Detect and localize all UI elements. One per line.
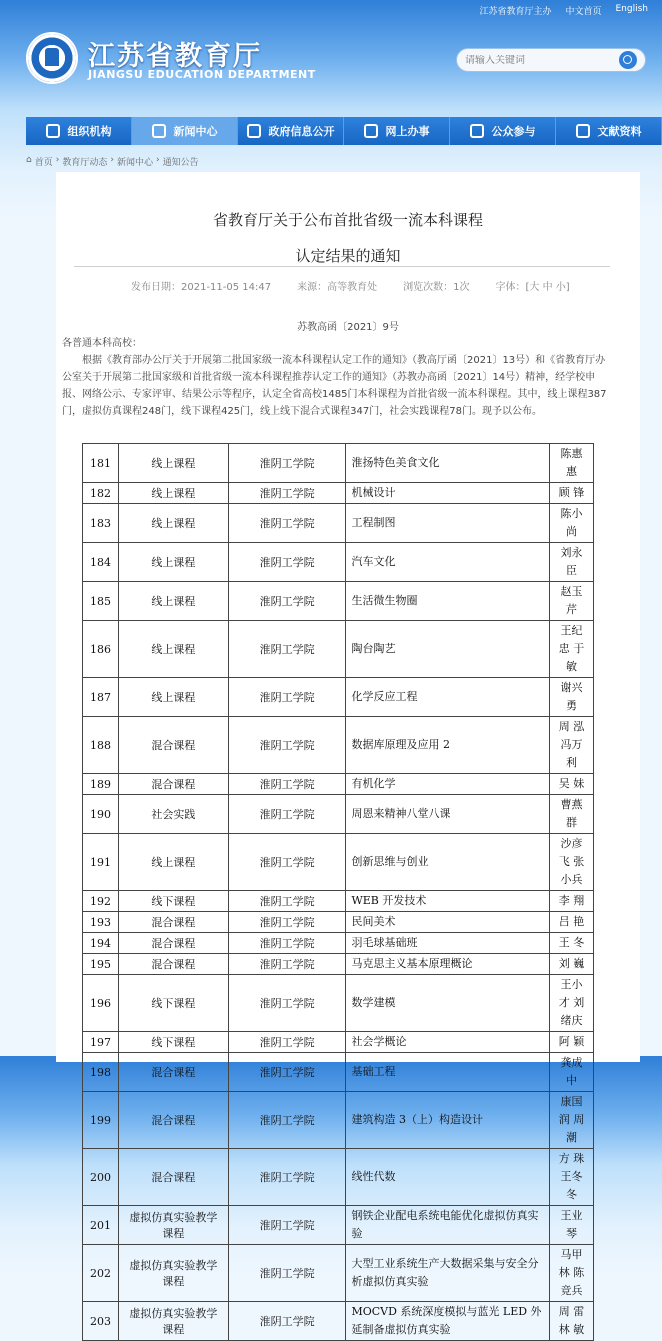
course-name: 大型工业系统生产大数据采集与安全分析虚拟仿真实验: [346, 1245, 550, 1302]
course-leader: 方 珠 王冬冬: [550, 1149, 594, 1206]
course-leader: 康国润 周 潮: [550, 1092, 594, 1149]
article-source: 来源：高等教育处: [297, 282, 378, 293]
font-size-control[interactable]: 字体：[大 中 小]: [495, 282, 570, 293]
breadcrumb: ⌂ 首页 › 教育厅动态 › 新闻中心 › 通知公告: [26, 155, 199, 168]
table-row: [83, 483, 594, 504]
course-type: 线上课程: [118, 444, 228, 483]
article-title: 省教育厅关于公布首批省级一流本科课程 认定结果的通知: [212, 211, 483, 265]
table-row: [83, 954, 594, 975]
school: 淮阴工学院: [228, 795, 346, 834]
table-row: [83, 582, 594, 621]
course-name: 社会学概论: [346, 1032, 550, 1053]
course-leader: 吕 艳: [550, 912, 594, 933]
row-number: 187: [83, 678, 119, 717]
table-row: [83, 678, 594, 717]
school: 淮阴工学院: [228, 582, 346, 621]
org-chart-icon: [46, 124, 60, 138]
breadcrumb-news[interactable]: 新闻中心: [116, 158, 153, 168]
table-row: [83, 1092, 594, 1149]
view-count: 浏览次数：1次: [403, 282, 470, 293]
course-name: 建筑构造 3（上）构造设计: [346, 1092, 550, 1149]
info-disclosure-icon: [247, 124, 261, 138]
table-row: [83, 717, 594, 774]
course-type: 线上课程: [118, 834, 228, 891]
publish-date: 发布日期：2021-11-05 14:47: [131, 282, 272, 293]
course-type: 虚拟仿真实验教学课程: [118, 1302, 228, 1341]
table-row: [83, 504, 594, 543]
table-row: [83, 1149, 594, 1206]
course-name: 民间美术: [346, 912, 550, 933]
breadcrumb-dynamics[interactable]: 教育厅动态: [62, 158, 108, 168]
course-type: 虚拟仿真实验教学课程: [118, 1245, 228, 1302]
school: 淮阴工学院: [228, 1245, 346, 1302]
table-row: [83, 975, 594, 1032]
school: 淮阴工学院: [228, 621, 346, 678]
school: 淮阴工学院: [228, 1206, 346, 1245]
nav-online[interactable]: [344, 117, 450, 145]
course-type: 混合课程: [118, 912, 228, 933]
course-name: 周恩来精神八堂八课: [346, 795, 550, 834]
nav-label: 组织机构: [67, 125, 112, 138]
nav-news[interactable]: [132, 117, 238, 145]
course-name: 淮扬特色美食文化: [346, 444, 550, 483]
course-name: 羽毛球基础班: [346, 933, 550, 954]
table-row: [83, 933, 594, 954]
row-number: 203: [83, 1302, 119, 1341]
newspaper-icon: [152, 124, 166, 138]
school: 淮阴工学院: [228, 1149, 346, 1206]
table-row: [83, 834, 594, 891]
course-name: 有机化学: [346, 774, 550, 795]
document-number: 苏教高函〔2021〕9号: [297, 322, 399, 333]
row-number: 188: [83, 717, 119, 774]
course-name: 化学反应工程: [346, 678, 550, 717]
course-type: 线下课程: [118, 1032, 228, 1053]
table-row: [83, 1302, 594, 1341]
course-name: 数学建模: [346, 975, 550, 1032]
school: 淮阴工学院: [228, 975, 346, 1032]
site-logo[interactable]: [26, 32, 78, 84]
row-number: 201: [83, 1206, 119, 1245]
course-leader: 顾 锋: [550, 483, 594, 504]
table-row: [83, 1245, 594, 1302]
table-row: [83, 1053, 594, 1092]
course-leader: 王纪忠 于 敏: [550, 621, 594, 678]
course-leader: 周 雷 林 敏: [550, 1302, 594, 1341]
school: 淮阴工学院: [228, 1032, 346, 1053]
course-leader: 吴 妹: [550, 774, 594, 795]
course-type: 混合课程: [118, 1053, 228, 1092]
course-type: 社会实践: [118, 795, 228, 834]
course-type: 虚拟仿真实验教学课程: [118, 1206, 228, 1245]
row-number: 181: [83, 444, 119, 483]
course-type: 线上课程: [118, 543, 228, 582]
course-type: 混合课程: [118, 1092, 228, 1149]
course-leader: 阿 颖: [550, 1032, 594, 1053]
breadcrumb-notice[interactable]: 通知公告: [162, 158, 199, 168]
course-leader: 王 冬: [550, 933, 594, 954]
course-leader: 沙彦飞 张小兵: [550, 834, 594, 891]
article-meta: [131, 278, 570, 293]
course-name: 数据库原理及应用 2: [346, 717, 550, 774]
top-links: [479, 4, 648, 18]
course-name: 工程制图: [346, 504, 550, 543]
course-name: 陶台陶艺: [346, 621, 550, 678]
table-row: [83, 621, 594, 678]
course-type: 混合课程: [118, 1149, 228, 1206]
course-leader: 赵玉芹: [550, 582, 594, 621]
row-number: 200: [83, 1149, 119, 1206]
row-number: 196: [83, 975, 119, 1032]
course-type: 混合课程: [118, 954, 228, 975]
course-type: 线上课程: [118, 582, 228, 621]
school: 淮阴工学院: [228, 1302, 346, 1341]
nav-gov-info[interactable]: [238, 117, 344, 145]
article-card: [56, 172, 640, 1336]
course-type: 线上课程: [118, 621, 228, 678]
school: 淮阴工学院: [228, 1092, 346, 1149]
course-name: 钢铁企业配电系统电能优化虚拟仿真实验: [346, 1206, 550, 1245]
row-number: 184: [83, 543, 119, 582]
row-number: 185: [83, 582, 119, 621]
course-name: WEB 开发技术: [346, 891, 550, 912]
row-number: 193: [83, 912, 119, 933]
row-number: 189: [83, 774, 119, 795]
course-leader: 周 泓 冯万利: [550, 717, 594, 774]
course-type: 线上课程: [118, 504, 228, 543]
emblem-icon: [45, 48, 59, 66]
school: 淮阴工学院: [228, 954, 346, 975]
top-link-home[interactable]: 中文首页: [565, 7, 602, 17]
nav-org[interactable]: [26, 117, 132, 145]
nav-label: 网上办事: [385, 125, 430, 138]
search-input[interactable]: [465, 55, 619, 66]
course-name: 线性代数: [346, 1149, 550, 1206]
table-row: [83, 912, 594, 933]
school: 淮阴工学院: [228, 834, 346, 891]
top-link-host[interactable]: 江苏省教育厅主办: [479, 7, 552, 17]
site-title: 江苏省教育厅: [88, 41, 262, 72]
course-leader: 李 翔: [550, 891, 594, 912]
school: 淮阴工学院: [228, 543, 346, 582]
row-number: 194: [83, 933, 119, 954]
table-row: [83, 1032, 594, 1053]
search-icon[interactable]: [619, 51, 637, 69]
course-type: 线上课程: [118, 678, 228, 717]
row-number: 182: [83, 483, 119, 504]
school: 淮阴工学院: [228, 504, 346, 543]
row-number: 190: [83, 795, 119, 834]
course-table: [82, 443, 594, 1341]
school: 淮阴工学院: [228, 1053, 346, 1092]
row-number: 191: [83, 834, 119, 891]
row-number: 192: [83, 891, 119, 912]
row-number: 202: [83, 1245, 119, 1302]
nav-label: 公众参与: [491, 125, 536, 138]
table-row: [83, 444, 594, 483]
row-number: 199: [83, 1092, 119, 1149]
row-number: 195: [83, 954, 119, 975]
table-row: [83, 543, 594, 582]
course-name: 生活微生物圈: [346, 582, 550, 621]
row-number: 197: [83, 1032, 119, 1053]
course-type: 混合课程: [118, 774, 228, 795]
course-name: MOCVD 系统深度模拟与蓝光 LED 外延制备虚拟仿真实验: [346, 1302, 550, 1341]
breadcrumb-home[interactable]: 首页: [34, 158, 53, 168]
table-row: [83, 795, 594, 834]
school: 淮阴工学院: [228, 483, 346, 504]
divider: [74, 266, 610, 267]
course-leader: 刘 巍: [550, 954, 594, 975]
course-name: 基础工程: [346, 1053, 550, 1092]
course-name: 汽车文化: [346, 543, 550, 582]
course-type: 线下课程: [118, 975, 228, 1032]
salutation: 各普通本科高校：: [62, 338, 142, 349]
school: 淮阴工学院: [228, 912, 346, 933]
table-row: [83, 1206, 594, 1245]
course-type: 混合课程: [118, 933, 228, 954]
school: 淮阴工学院: [228, 678, 346, 717]
course-leader: 刘永臣: [550, 543, 594, 582]
nav-public[interactable]: [450, 117, 556, 145]
course-leader: 马甲林 陈竞兵: [550, 1245, 594, 1302]
nav-label: 政府信息公开: [268, 125, 335, 138]
row-number: 186: [83, 621, 119, 678]
top-link-english[interactable]: English: [615, 4, 648, 14]
course-name: 机械设计: [346, 483, 550, 504]
course-type: 线下课程: [118, 891, 228, 912]
document-icon: [576, 124, 590, 138]
school: 淮阴工学院: [228, 717, 346, 774]
heart-icon: [470, 124, 484, 138]
main-nav: [26, 117, 662, 145]
course-name: 马克思主义基本原理概论: [346, 954, 550, 975]
course-leader: 曹燕群: [550, 795, 594, 834]
row-number: 198: [83, 1053, 119, 1092]
nav-docs[interactable]: [556, 117, 662, 145]
home-icon: ⌂: [26, 155, 32, 165]
nav-label: 文献资料: [597, 125, 642, 138]
row-number: 183: [83, 504, 119, 543]
table-row: [83, 891, 594, 912]
article-paragraph: 根据《教育部办公厅关于开展第二批国家级一流本科课程认定工作的通知》（教高厅函〔2021〕13号）和《省教育厅办公室关于开展第二批国家级和首批省级一流本科课程推荐认定工作的通知》（苏教办高函〔2021〕14号）精神，经学校申报、网络公示、专家评审、结果公示等程序，认定全省高校1485门本科课程为首批省级一流本科课程。其中，线上课程387门，虚拟仿真课程248门，线下课程425门，线上线下混合式课程347门，社会实践课程78门。现予以公布。: [62, 355, 607, 417]
course-leader: 谢兴勇: [550, 678, 594, 717]
course-leader: 王业琴: [550, 1206, 594, 1245]
school: 淮阴工学院: [228, 444, 346, 483]
school: 淮阴工学院: [228, 933, 346, 954]
table-row: [83, 774, 594, 795]
site-subtitle: JIANGSU EDUCATION DEPARTMENT: [88, 68, 316, 81]
course-leader: 王小才 刘绪庆: [550, 975, 594, 1032]
course-leader: 陈惠惠: [550, 444, 594, 483]
nav-label: 新闻中心: [173, 125, 218, 138]
school: 淮阴工学院: [228, 891, 346, 912]
course-leader: 龚成中: [550, 1053, 594, 1092]
course-leader: 陈小尚: [550, 504, 594, 543]
course-name: 创新思维与创业: [346, 834, 550, 891]
article-body: [62, 335, 614, 420]
school: 淮阴工学院: [228, 774, 346, 795]
course-type: 混合课程: [118, 717, 228, 774]
monitor-icon: [364, 124, 378, 138]
course-type: 线上课程: [118, 483, 228, 504]
search-box: [456, 48, 646, 72]
